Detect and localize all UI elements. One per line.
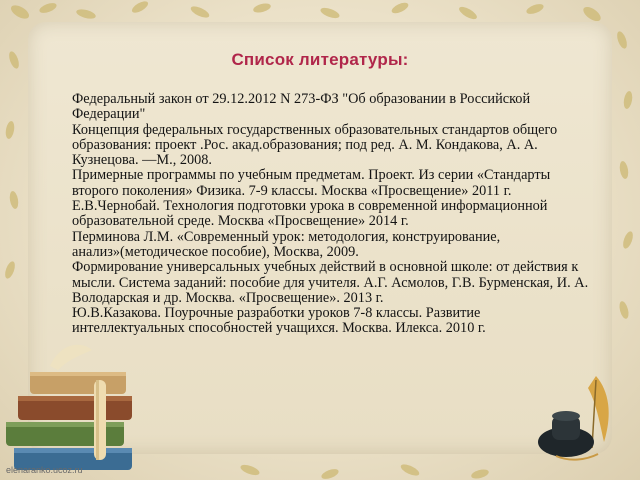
paper-sheet [50,345,92,370]
scroll [94,380,106,460]
reference-list [72,92,592,337]
quill-feather [588,376,609,442]
books-and-scroll-illustration [0,336,150,480]
reference-item: Примерные программы по учебным предметам. Проект. Из серии «Стандарты второго поколения» Физика. 7-9 классы. Москва «Просвещение» 2011 г. [72,167,551,199]
reference-item: Формирование универсальных учебных действий в основной школе: от действия к мысли. Система заданий: пособие для учителя. А.Г. Асмолов, Г.В. Бурменская, И. А. Володарская и др. Москва. «Просвещение». 2013 г. [72,259,589,306]
slide-title: Список литературы: [231,50,409,69]
reference-item: Федеральный закон от 29.12.2012 N 273-ФЗ "Об образовании в Российской Федерации" [72,91,531,123]
site-watermark: elenaranko.ucoz.ru [6,465,83,475]
reference-item: Перминова Л.М. «Современный урок: методология, конструирование, анализ»(методическое пособие), Москва, 2009. [72,228,501,260]
reference-item: Е.В.Чернобай. Технология подготовки урока в современной информационной образовательной среде. Москва «Просвещение» 2014 г. [72,198,548,230]
reference-item: Концепция федеральных государственных образовательных стандартов общего образования: проект .Рос. акад.образования; под ред. А. М. Кондакова, А. А. Кузнецова. —М., 2008. [72,121,558,169]
reference-item: Ю.В.Казакова. Поурочные разработки уроков 7-8 классы. Развитие интеллектуальных способностей учащихся. Москва. Илекса. 2010 г. [72,305,486,337]
inkwell-and-quill-illustration [526,372,626,464]
